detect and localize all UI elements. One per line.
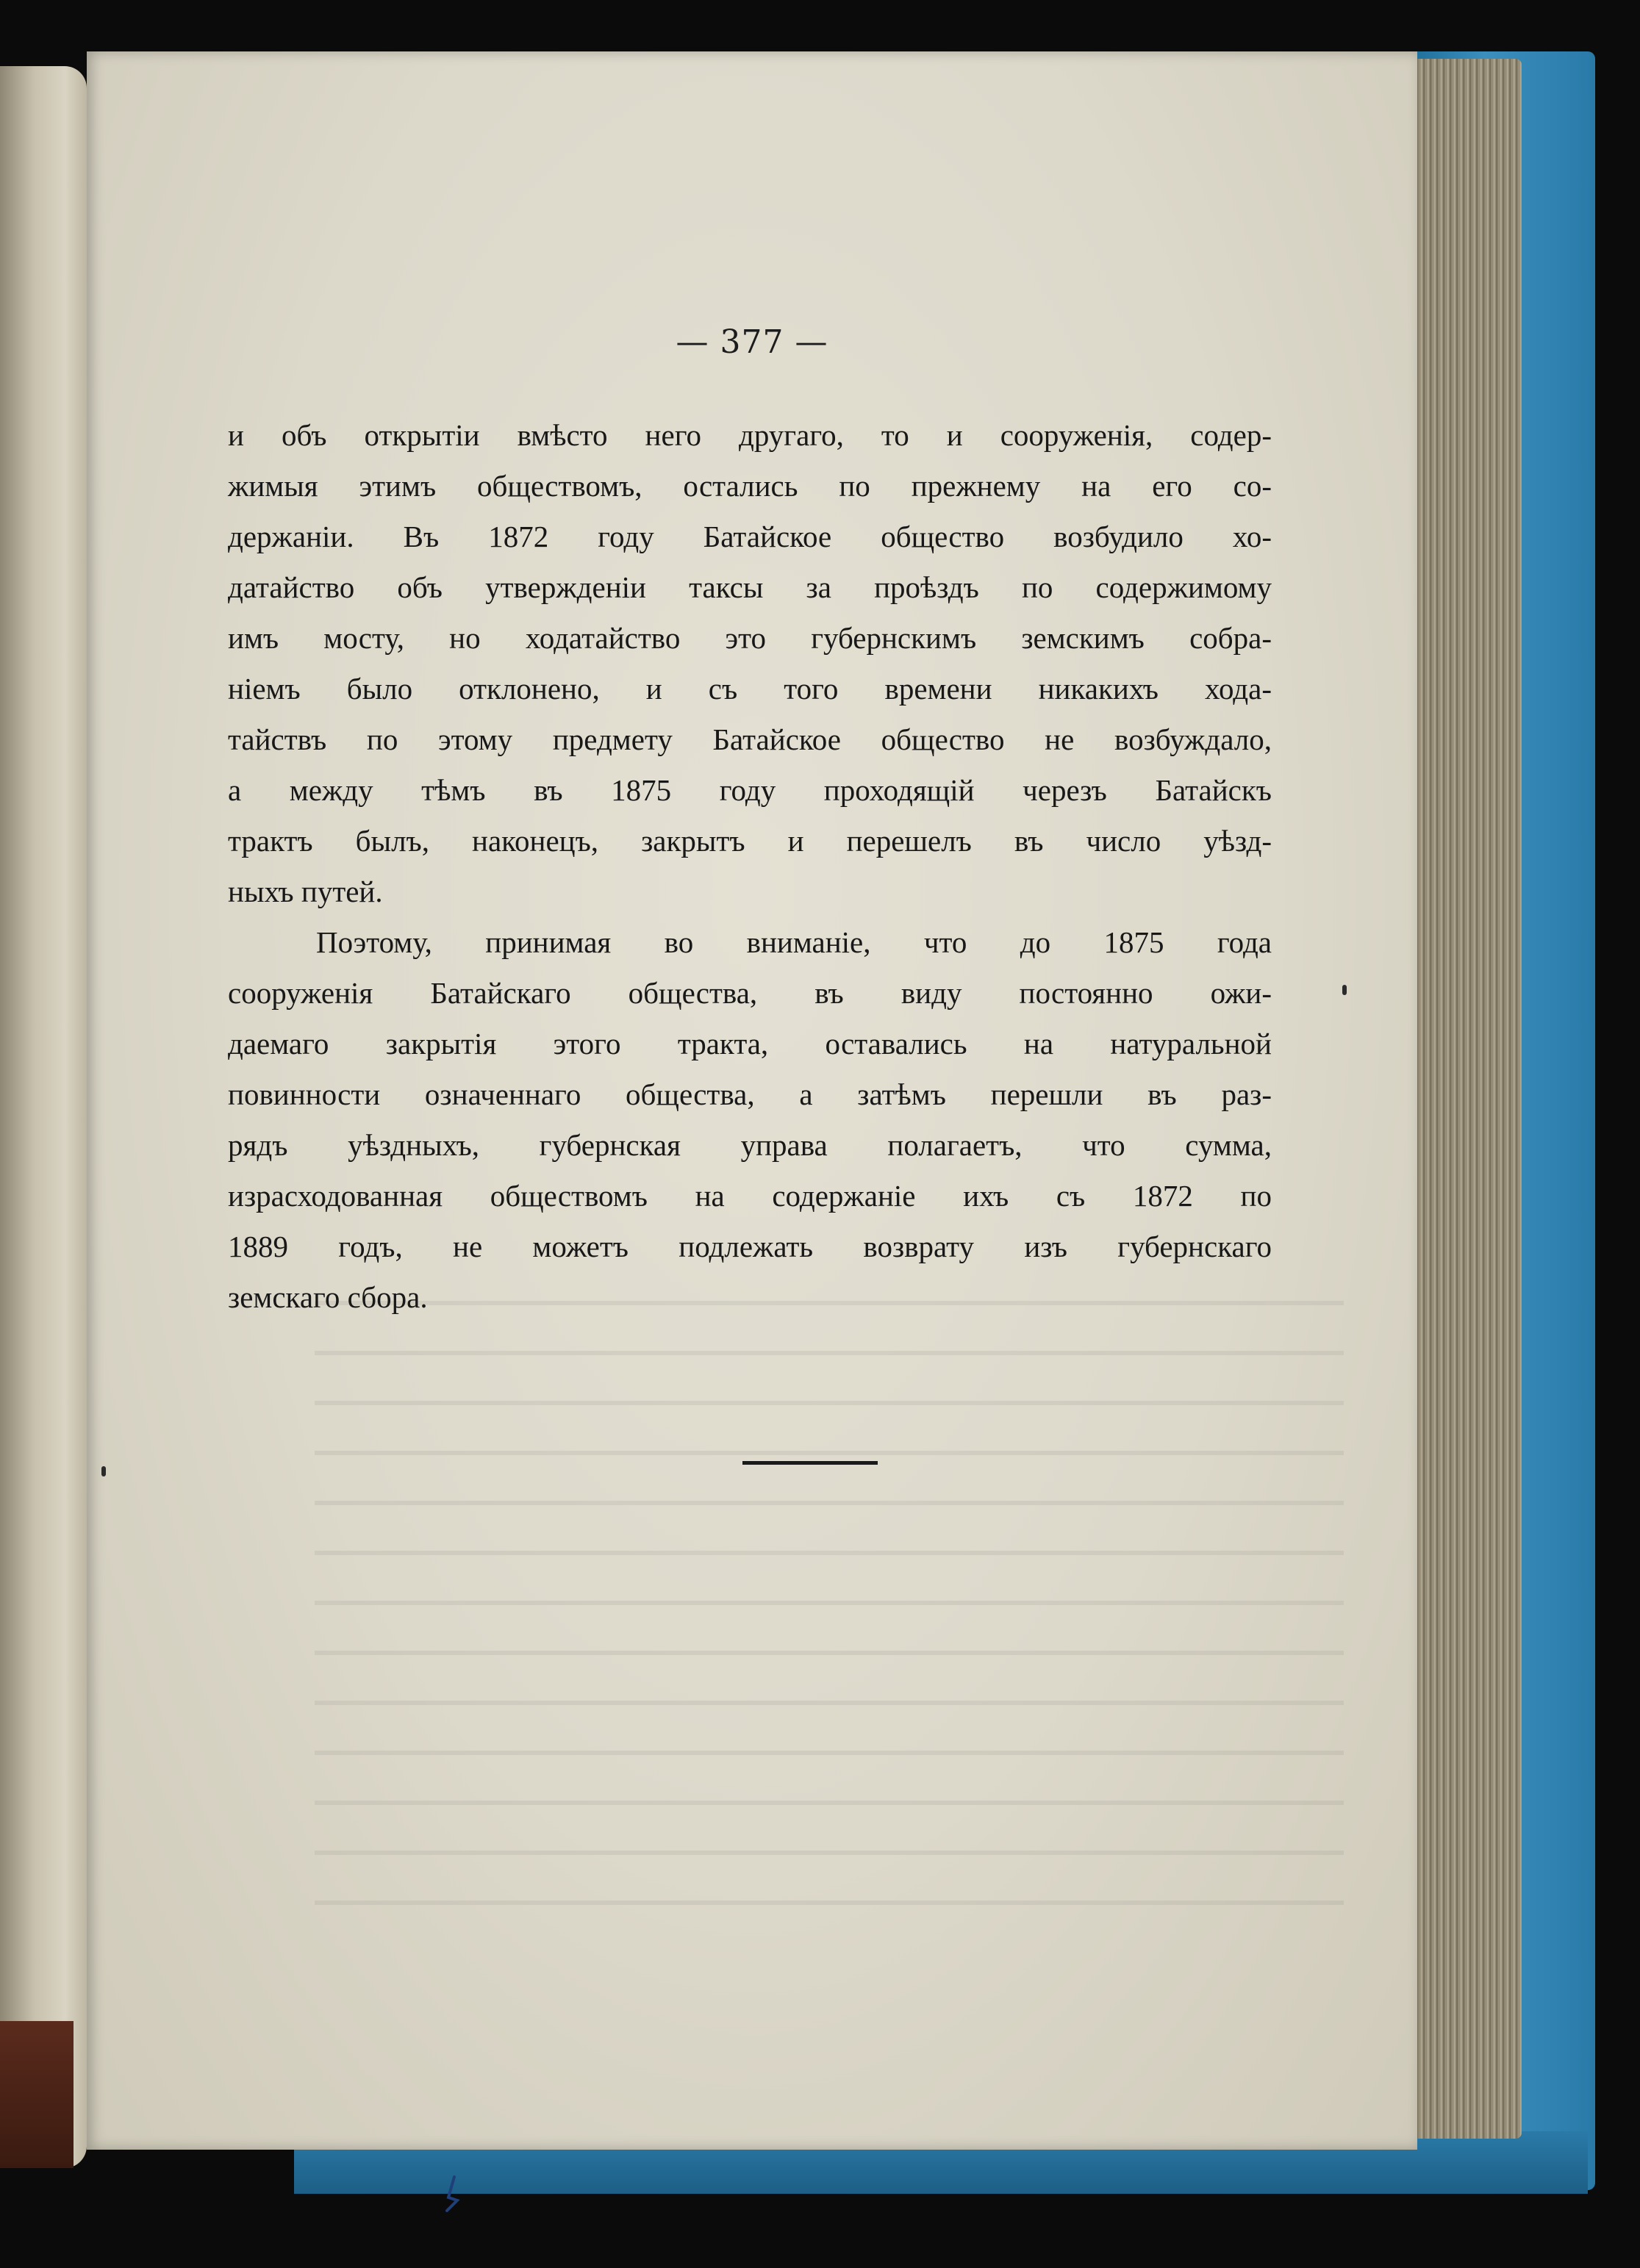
page-number: — 377 — bbox=[676, 323, 828, 361]
section-divider bbox=[742, 1461, 878, 1465]
text-line: датайство объ утвержденіи таксы за проѣздъ по содержимому bbox=[228, 570, 1272, 604]
text-line: а между тѣмъ въ 1875 году проходящій черезъ Батайскъ bbox=[228, 773, 1272, 807]
text-line: израсходованная обществомъ на содержаніе ихъ съ 1872 по bbox=[228, 1179, 1272, 1213]
text-line: 1889 годъ, не можетъ подлежать возврату изъ губернскаго bbox=[228, 1230, 1272, 1263]
text-line: имъ мосту, но ходатайство это губернскимъ земскимъ собра- bbox=[228, 621, 1272, 655]
text-line: и объ открытіи вмѣсто него другаго, то и сооруженія, содер- bbox=[228, 418, 1272, 452]
paragraph-2 bbox=[228, 917, 1272, 1323]
text-line: тайствъ по этому предмету Батайское общество не возбуждало, bbox=[228, 722, 1272, 756]
text-line: трактъ былъ, наконецъ, закрытъ и перешелъ въ число уѣзд- bbox=[228, 824, 1272, 858]
text-line: рядъ уѣздныхъ, губернская управа полагаетъ, что сумма, bbox=[228, 1128, 1272, 1162]
body-text bbox=[228, 410, 1272, 1323]
ink-stroke-icon bbox=[441, 2175, 463, 2212]
paragraph-1 bbox=[228, 410, 1272, 917]
text-line: жимыя этимъ обществомъ, остались по прежнему на его со- bbox=[228, 469, 1272, 503]
ink-speck bbox=[101, 1466, 106, 1476]
text-line: Поэтому, принимая во вниманіе, что до 1875 года bbox=[316, 925, 1272, 959]
bleed-through-text bbox=[315, 1271, 1344, 1933]
text-line: ныхъ путей. bbox=[228, 875, 383, 908]
ink-speck bbox=[1342, 985, 1347, 995]
text-line: земскаго сбора. bbox=[228, 1280, 428, 1314]
left-binding-edge bbox=[0, 2021, 74, 2168]
book-page bbox=[87, 51, 1417, 2150]
left-page-edge bbox=[0, 66, 87, 2168]
text-line: сооруженія Батайскаго общества, въ виду постоянно ожи- bbox=[228, 976, 1272, 1010]
text-line: даемаго закрытія этого тракта, оставались на натуральной bbox=[228, 1027, 1272, 1061]
text-line: держаніи. Въ 1872 году Батайское общество возбудило хо- bbox=[228, 520, 1272, 553]
text-line: ніемъ было отклонено, и съ того времени никакихъ хода- bbox=[228, 672, 1272, 706]
ink-mark bbox=[441, 2175, 463, 2219]
text-line: повинности означеннаго общества, а затѣмъ перешли въ раз- bbox=[228, 1077, 1272, 1111]
